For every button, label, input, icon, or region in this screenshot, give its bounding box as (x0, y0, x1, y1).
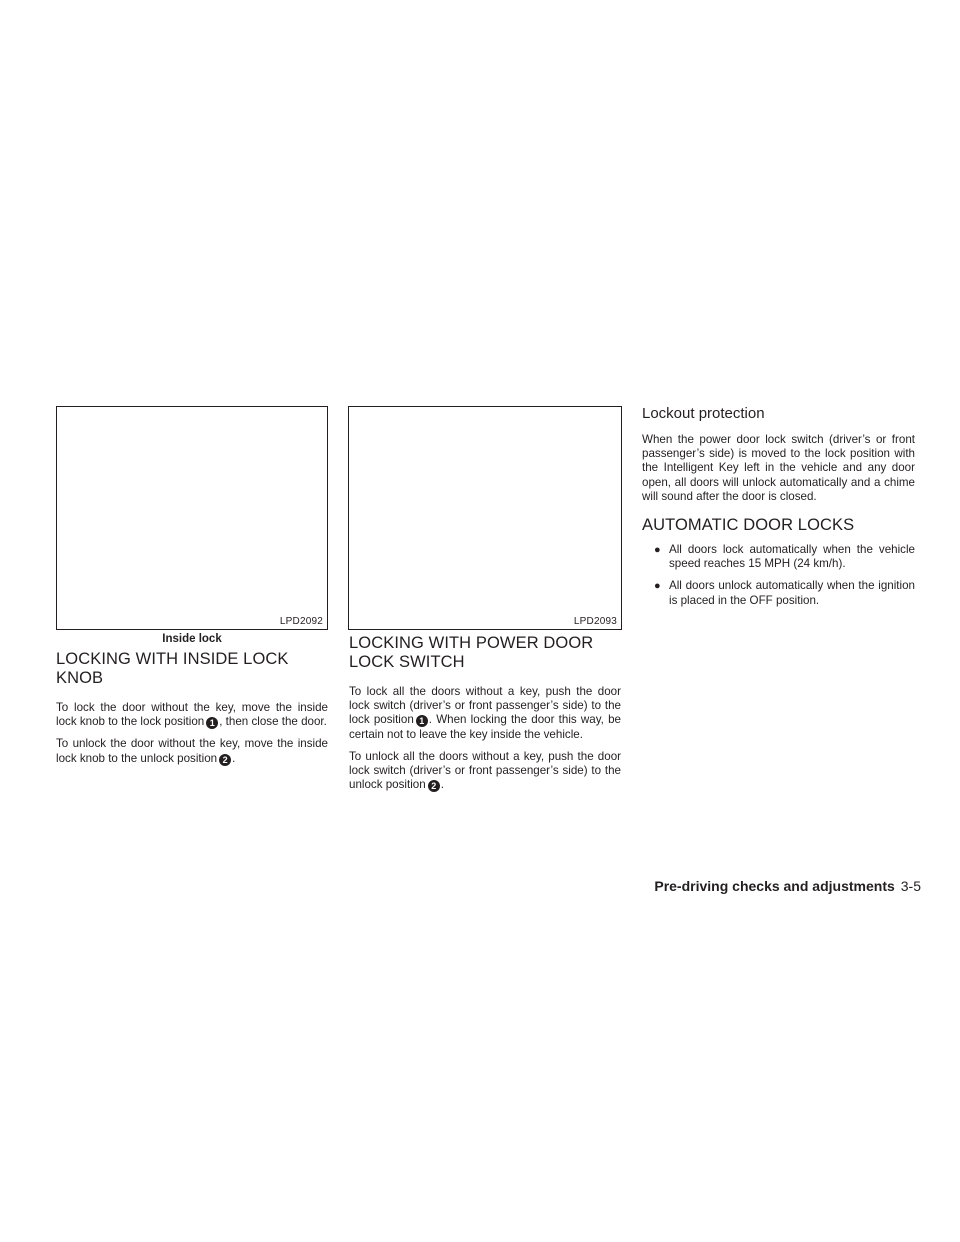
paragraph-unlock: To unlock the door without the key, move the inside lock knob to the unlock position 2 . (56, 737, 328, 765)
list-item: ● All doors unlock automatically when the ignition is placed in the OFF position. (654, 579, 915, 607)
callout-2-icon: 2 (219, 754, 231, 766)
callout-1-icon: 1 (206, 717, 218, 729)
sub-heading-lockout-protection: Lockout protection (642, 405, 765, 422)
callout-2-icon: 2 (428, 780, 440, 792)
inside-lock-figure (56, 406, 328, 630)
paragraph-lock: To lock the door without the key, move the inside lock knob to the lock position 1 , then close the door. (56, 701, 328, 729)
section-heading-inside-lock: LOCKING WITH INSIDE LOCK KNOB (56, 650, 289, 687)
paragraph-lock-all: To lock all the doors without a key, push the door lock switch (driver’s or front passenger’s side) to the lock position 1 . When locking the door this way, be certain not to leave the key inside the vehicle. (349, 685, 621, 741)
power-door-lock-switch-figure (348, 406, 622, 630)
callout-1-icon: 1 (416, 715, 428, 727)
figure-id: LPD2092 (279, 616, 323, 627)
column-1 (56, 650, 328, 774)
paragraph-lockout: When the power door lock switch (driver’s or front passenger’s side) is moved to the lock position with the Intelligent Key left in the vehicle and any door open, all doors will unlock automatically and a chime will sound after the door is closed. (642, 433, 915, 503)
column-3 (642, 405, 915, 616)
page-number: 3-5 (900, 878, 921, 894)
paragraph-unlock-all: To unlock all the doors without a key, push the door lock switch (driver’s or front passenger’s side) to the unlock position 2 . (349, 749, 621, 792)
column-2 (349, 634, 621, 800)
figure-caption: Inside lock (162, 633, 222, 645)
bullet-icon: ● (654, 580, 661, 593)
figure-id: LPD2093 (573, 616, 617, 627)
page-footer (654, 878, 921, 894)
list-item: ● All doors lock automatically when the vehicle speed reaches 15 MPH (24 km/h). (654, 543, 915, 571)
bullet-icon: ● (654, 544, 661, 557)
section-heading-power-door-lock: LOCKING WITH POWER DOOR LOCK SWITCH (349, 634, 594, 671)
automatic-locks-list (642, 543, 915, 608)
footer-section-title: Pre-driving checks and adjustments (654, 878, 895, 894)
section-heading-automatic-door-locks: AUTOMATIC DOOR LOCKS (642, 516, 855, 535)
